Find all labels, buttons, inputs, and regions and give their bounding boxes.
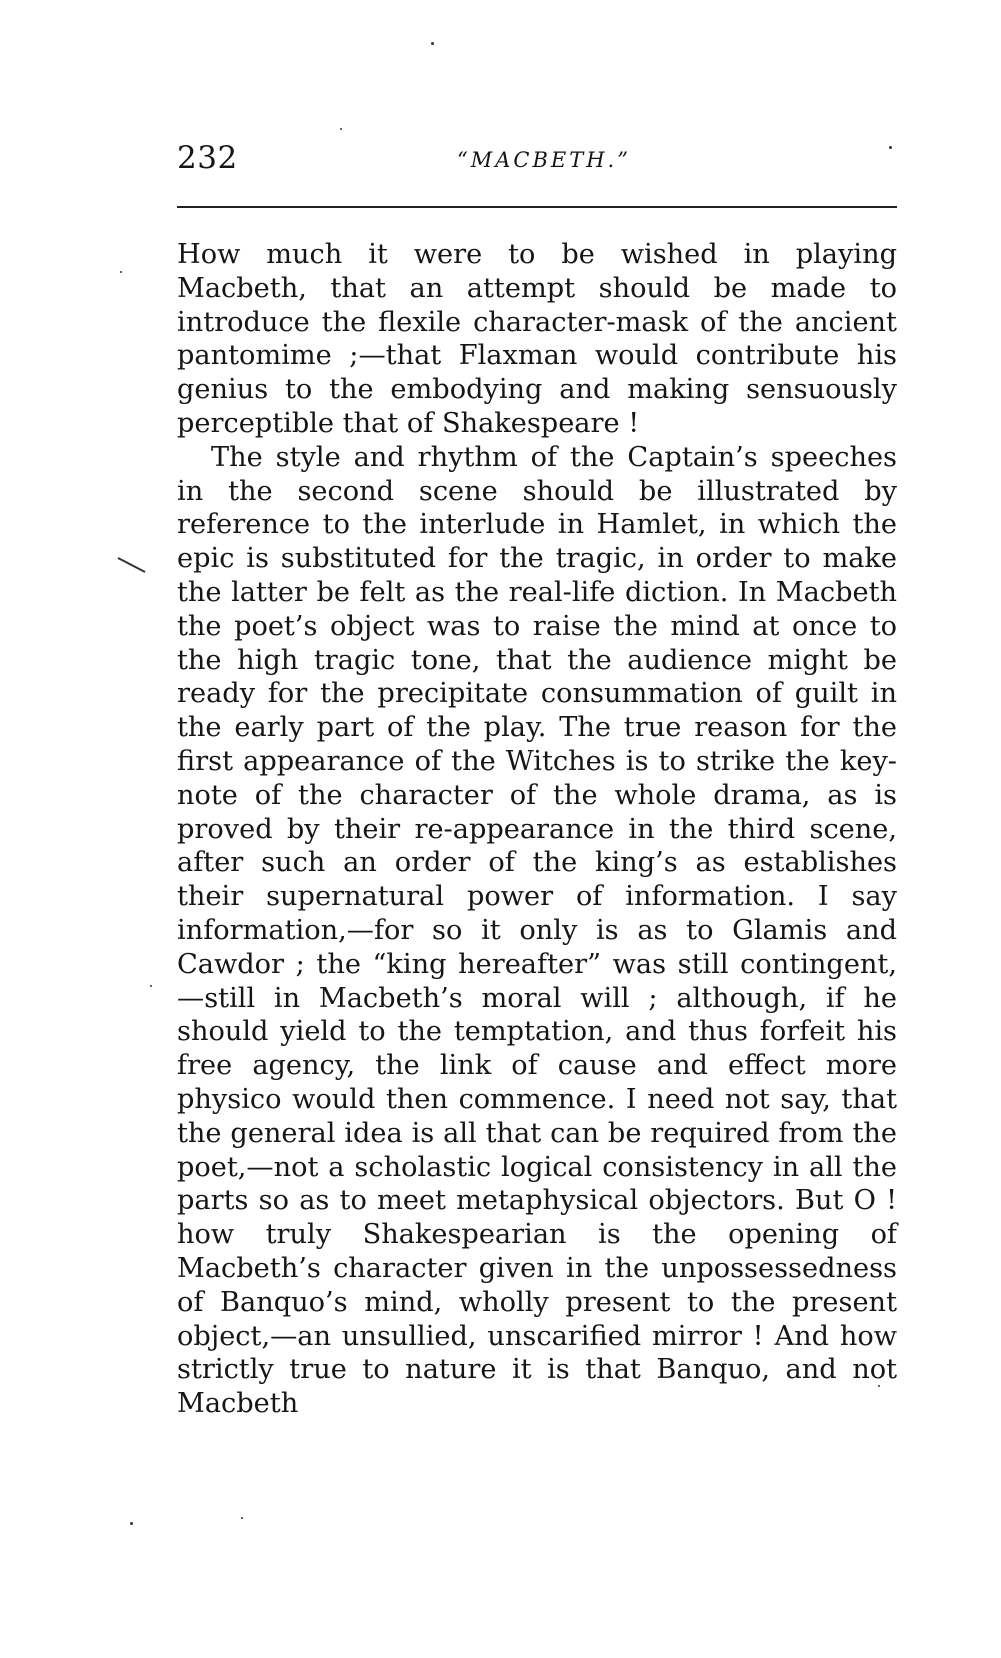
page-number: 232 (177, 140, 238, 176)
paragraph-2: The style and rhythm of the Captain’s speeches in the second scene should be illustrated by reference to the interlude in Hamlet, in which the epic is substituted for the tragic, in order to make the latter be felt as the real-life diction. In Macbeth the poet’s object was to raise the mind at once to the high tragic tone, that the audience might be ready for the precipitate consummation of guilt in the early part of the play. The true reason for the first appearance of the Witches is to strike the key-note of the character of the whole drama, as is proved by their re-appearance in the third scene, after such an order of the king’s as establishes their supernatural power of information. I say information,—for so it only is as to Glamis and Cawdor ; the “king hereafter” was still contingent,—still in Macbeth’s moral will ; although, if he should yield to the temptation, and thus forfeit his free agency, the link of cause and effect more physico would then commence. I need not say, that the general idea is all that can be required from the poet,—not a scholastic logical consistency in all the parts so as to meet metaphysical objectors. But O ! how truly Shakespearian is the opening of Macbeth’s character given in the unpossessedness of Banquo’s mind, wholly present to the present object,—an unsullied, unscarified mirror ! And how strictly true to nature it is that Banquo, and not Macbeth (177, 441, 897, 1420)
print-speck (120, 271, 122, 273)
print-speck (241, 1517, 243, 1519)
header-rule (177, 206, 897, 208)
print-speck (340, 128, 342, 130)
print-speck (130, 1522, 133, 1525)
running-title: “MACBETH.” (457, 148, 631, 172)
page-header (177, 140, 897, 184)
body-text (177, 238, 897, 1421)
print-speck (889, 146, 892, 149)
print-speck (150, 985, 152, 987)
print-speck (431, 42, 434, 45)
margin-pencil-mark (117, 556, 147, 576)
paragraph-1: How much it were to be wished in playing Macbeth, that an attempt should be made to introduce the flexile character-mask of the ancient pantomime ;—that Flaxman would contribute his genius to the embodying and making sensuously perceptible that of Shakespeare ! (177, 239, 897, 439)
print-speck (878, 1385, 880, 1387)
